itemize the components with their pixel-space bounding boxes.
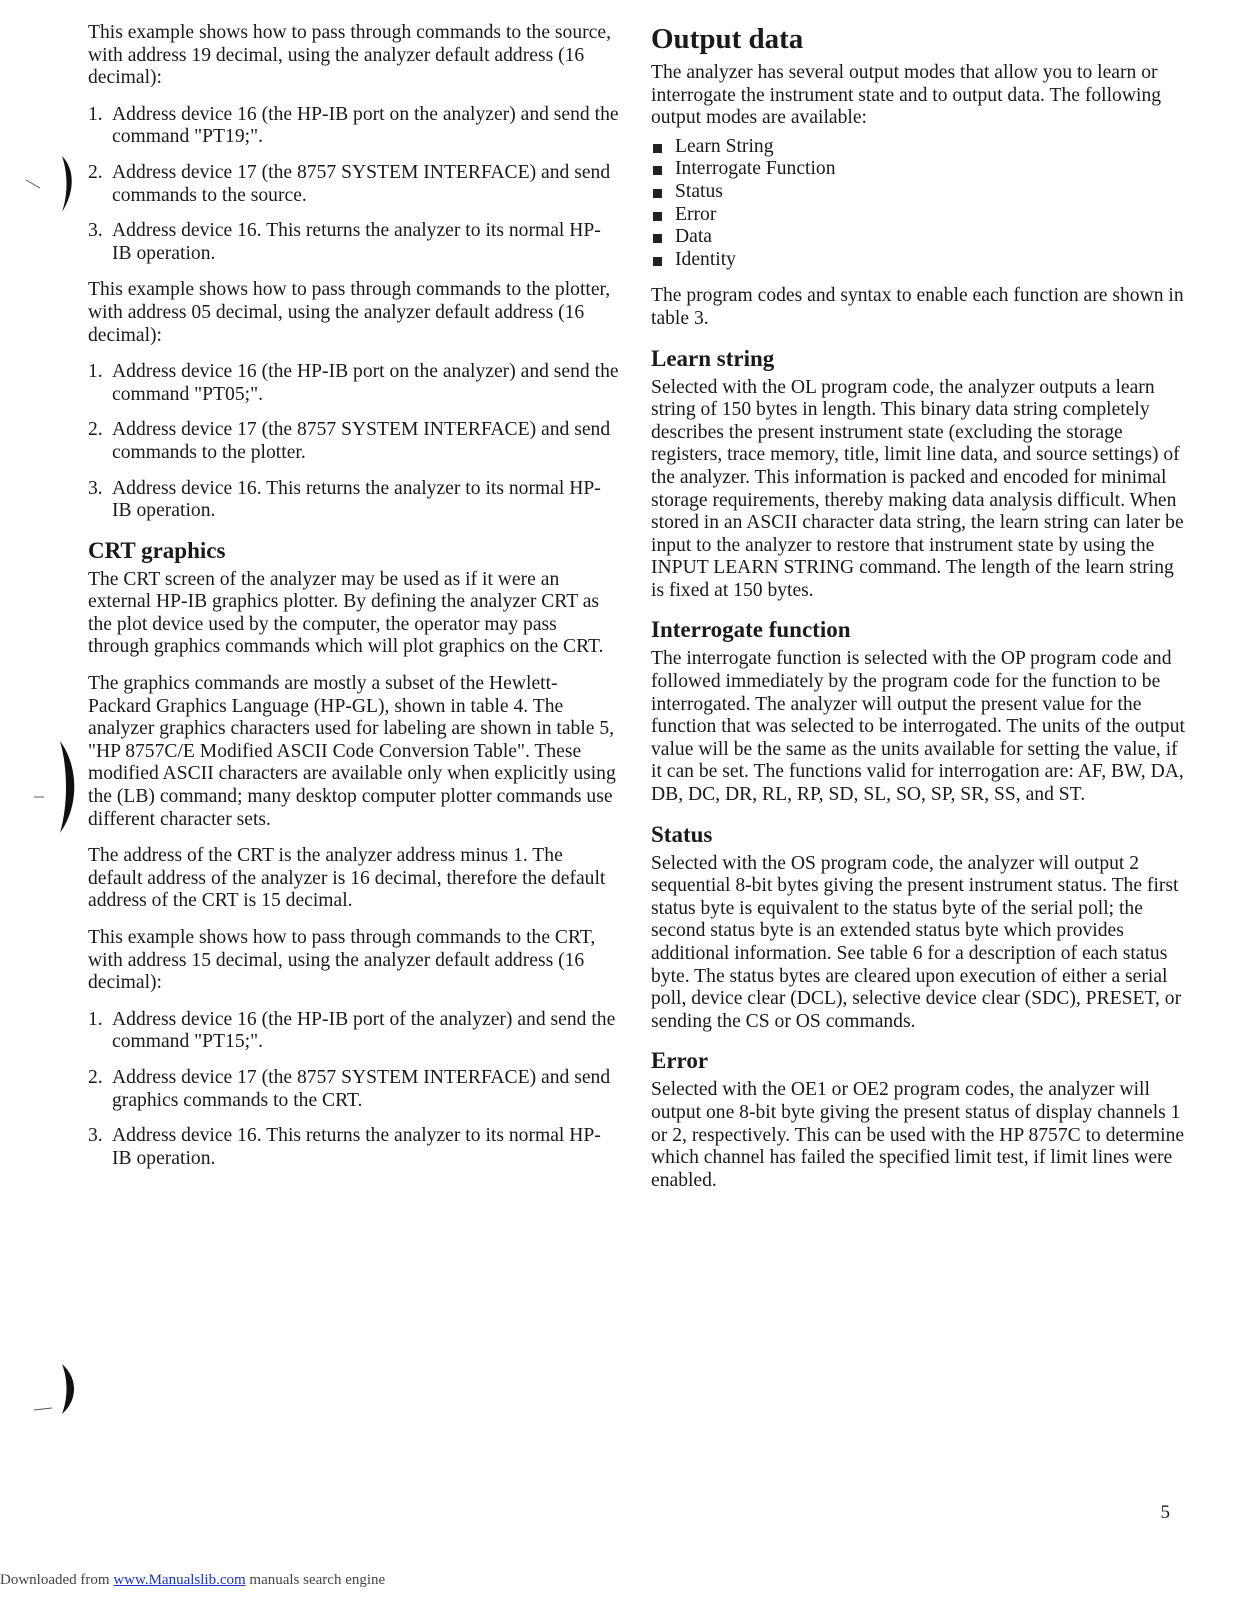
list-item <box>651 181 1191 204</box>
download-footer <box>0 1572 385 1589</box>
list-item-text: Identity <box>675 248 736 270</box>
paragraph-output-intro: The analyzer has several output modes that allow you to learn or interrogate the instrument state and to output data. The following output modes are available: <box>651 62 1162 129</box>
paragraph-crt-intro: The CRT screen of the analyzer may be used as if it were an external HP-IB graphics plotter. By defining the analyzer CRT as the plot device used by the computer, the operator may pass through graphics commands which will plot graphics on the CRT. <box>88 568 604 658</box>
binder-hole-mark-middle <box>30 735 85 840</box>
heading-crt-graphics: CRT graphics <box>88 537 226 563</box>
bullet-square-icon <box>653 189 662 198</box>
list-item <box>88 1067 620 1112</box>
binder-hole-mark-bottom <box>26 1360 86 1420</box>
list-item-text: Address device 16 (the HP-IB port of the analyzer) and send the command "PT15;". <box>112 1008 616 1053</box>
plotter-steps-list <box>88 361 620 523</box>
list-item-number: 2. <box>88 419 103 441</box>
list-item-text: Address device 16 (the HP-IB port on the analyzer) and send the command "PT19;". <box>112 103 619 148</box>
list-item-text: Address device 17 (the 8757 SYSTEM INTERFACE) and send graphics commands to the CRT. <box>112 1066 611 1111</box>
list-item-text: Address device 16. This returns the analyzer to its normal HP-IB operation. <box>112 220 601 264</box>
list-item-text: Address device 17 (the 8757 SYSTEM INTERFACE) and send commands to the source. <box>112 161 611 206</box>
list-item <box>651 204 1191 227</box>
list-item <box>88 162 620 207</box>
list-item-number: 1. <box>88 1008 103 1030</box>
list-item-number: 3. <box>88 220 103 242</box>
list-item <box>651 136 1191 159</box>
paragraph-plotter-example: This example shows how to pass through commands to the plotter, with address 05 decimal, using the analyzer default address (16 decimal): <box>88 279 611 346</box>
list-item-number: 3. <box>88 477 103 499</box>
bullet-square-icon <box>653 257 662 266</box>
paragraph-crt-address: The address of the CRT is the analyzer address minus 1. The default address of the analyzer is 16 decimal, therefore the default address of the CRT is 15 decimal. <box>88 845 606 912</box>
list-item-number: 3. <box>88 1125 103 1147</box>
output-modes-list <box>651 136 1191 272</box>
list-item-text: Address device 16. This returns the analyzer to its normal HP-IB operation. <box>112 477 601 522</box>
footer-prefix: Downloaded from <box>0 1572 114 1588</box>
list-item <box>651 158 1191 181</box>
list-item-text: Interrogate Function <box>675 158 836 180</box>
list-item <box>88 419 620 464</box>
paragraph-program-codes: The program codes and syntax to enable each function are shown in table 3. <box>651 285 1184 329</box>
footer-suffix: manuals search engine <box>245 1572 386 1588</box>
paragraph-crt-commands: The graphics commands are mostly a subset of the Hewlett-Packard Graphics Language (HP-GL), shown in table 4. The analyzer graphics characters used for labeling are shown in table 5, "HP 8757C/E Modified ASCII Code Conversion Table". These modified ASCII characters are available only when explicitly using the (LB) command; many desktop computer plotter commands use different character sets. <box>88 673 616 830</box>
list-item-text: Data <box>675 226 712 248</box>
page-number: 5 <box>1160 1502 1170 1523</box>
list-item <box>88 361 620 406</box>
list-item-text: Status <box>675 180 723 202</box>
paragraph-crt-example: This example shows how to pass through commands to the CRT, with address 15 decimal, using the analyzer default address (16 decimal): <box>88 927 596 994</box>
manualslib-link[interactable]: www.Manualslib.com <box>113 1572 246 1588</box>
binder-hole-mark-top <box>22 150 82 220</box>
list-item <box>88 1009 620 1054</box>
list-item-number: 2. <box>88 161 103 183</box>
list-item <box>88 104 620 149</box>
bullet-square-icon <box>653 166 662 175</box>
bullet-square-icon <box>653 212 662 221</box>
list-item-text: Address device 16 (the HP-IB port on the analyzer) and send the command "PT05;". <box>112 361 619 405</box>
paragraph-learn-string: Selected with the OL program code, the analyzer outputs a learn string of 150 bytes in length. This binary data string completely describes the present instrument state (excluding the storage registers, trace memory, title, limit line data, and source settings) of the analyzer. This information is packed and encoded for minimal storage requirements, thereby making data analysis difficult. When stored in an ASCII character data string, the learn string can later be input to the analyzer to restore that instrument state by using the INPUT LEARN STRING command. The length of the learn string is fixed at 150 bytes. <box>651 376 1184 601</box>
list-item <box>88 220 620 265</box>
list-item <box>651 226 1191 249</box>
heading-interrogate-function: Interrogate function <box>651 617 851 643</box>
paragraph-source-example: This example shows how to pass through commands to the source, with address 19 decimal, using the analyzer default address (16 decimal): <box>88 22 611 89</box>
right-column <box>651 22 1191 1206</box>
list-item-number: 1. <box>88 361 103 383</box>
paragraph-status: Selected with the OS program code, the analyzer will output 2 sequential 8-bit bytes giving the present instrument status. The first status byte is equivalent to the status byte of the serial poll; the second status byte is an extended status byte which provides additional information. See table 6 for a description of each status byte. The status bytes are cleared upon execution of either a serial poll, device clear (DCL), selective device clear (SDC), PRESET, or sending the CS or OS commands. <box>651 852 1182 1032</box>
list-item-text: Error <box>675 203 717 225</box>
paragraph-error: Selected with the OE1 or OE2 program codes, the analyzer will output one 8-bit byte giving the present status of display channels 1 or 2, respectively. This can be used with the HP 8757C to determine which channel has failed the specified limit test, if limit lines were enabled. <box>651 1079 1185 1191</box>
list-item-text: Address device 17 (the 8757 SYSTEM INTERFACE) and send commands to the plotter. <box>112 419 611 463</box>
bullet-square-icon <box>653 144 662 153</box>
heading-error: Error <box>651 1048 709 1074</box>
bullet-square-icon <box>653 234 662 243</box>
paragraph-interrogate-function: The interrogate function is selected with the OP program code and followed immediately by the program code for the function to be interrogated. The analyzer will output the present value for the function that was selected to be interrogated. The units of the output value will be the same as the units available for setting the value, if it can be set. The functions valid for interrogation are: AF, BW, DA, DB, DC, DR, RL, RP, SD, SL, SO, SP, SR, SS, and ST. <box>651 648 1185 806</box>
source-steps-list <box>88 104 620 266</box>
list-item-number: 1. <box>88 103 103 125</box>
crt-steps-list <box>88 1009 620 1171</box>
list-item <box>88 478 620 523</box>
list-item-text: Learn String <box>675 135 774 157</box>
list-item <box>88 1125 620 1170</box>
heading-learn-string: Learn string <box>651 345 775 371</box>
list-item-text: Address device 16. This returns the analyzer to its normal HP-IB operation. <box>112 1125 601 1169</box>
heading-status: Status <box>651 821 713 847</box>
left-column <box>88 22 620 1184</box>
list-item-number: 2. <box>88 1066 103 1088</box>
heading-output-data: Output data <box>651 23 804 55</box>
list-item <box>651 249 1191 272</box>
